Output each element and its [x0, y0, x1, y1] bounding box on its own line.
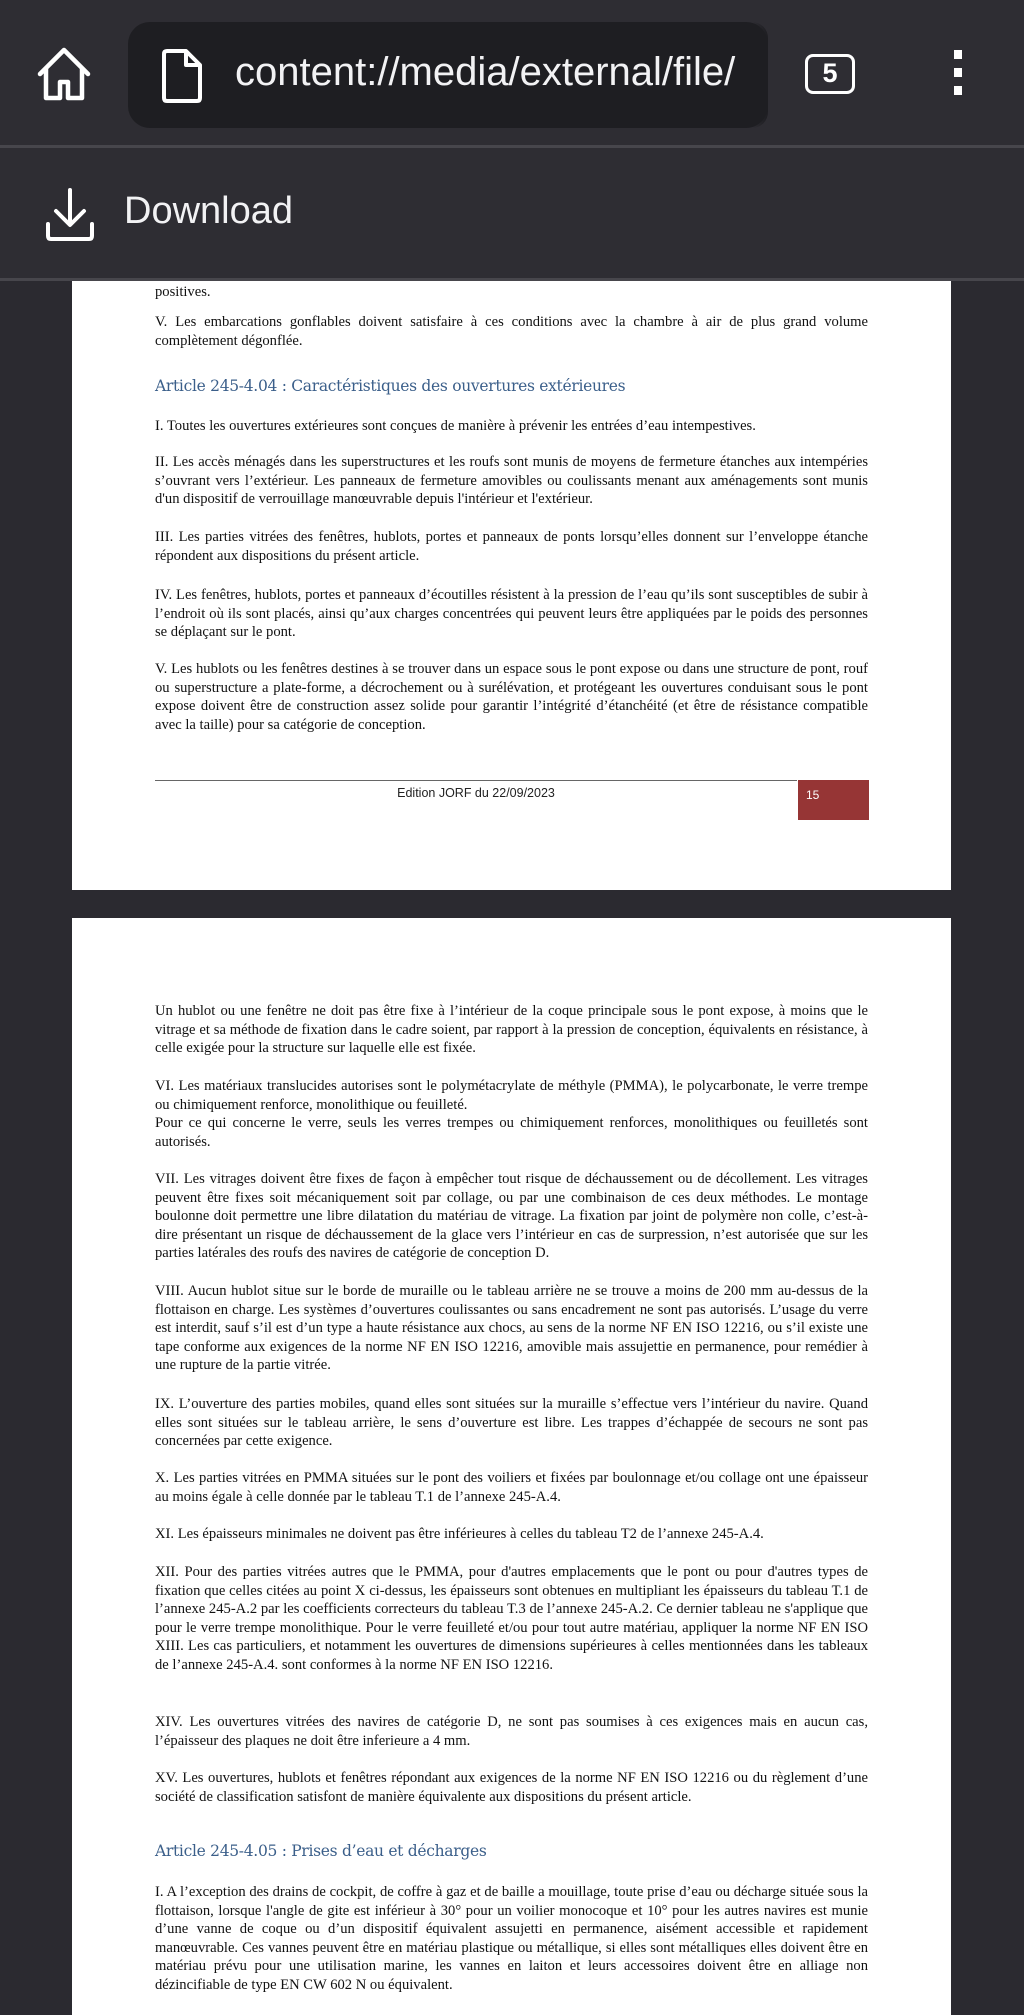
paragraph: III. Les parties vitrées des fenêtres, hublots, portes et panneaux de ponts lorsqu’elles donnent sur l’enveloppe étanche répondent aux dispositions du présent article. [155, 529, 868, 564]
page-number-badge: 15 [798, 780, 869, 820]
pdf-viewer[interactable] [0, 281, 1024, 2015]
article-heading: Article 245-4.05 : Prises d’eau et décharges [155, 1842, 487, 1860]
paragraph: II. Les accès ménagés dans les superstructures et les roufs sont munis de moyens de fermeture étanches aux intempéries s’ouvrant vers l’extérieur. Les panneaux de fermeture amovibles ou coulissants menant aux aménagements sont munis d'un dispositif de verrouillage manœuvrable depuis l'intérieur et l'extérieur. [155, 454, 868, 508]
page-footer: Edition JORF du 22/09/2023 [397, 786, 555, 800]
overflow-menu-icon[interactable] [948, 50, 968, 100]
pdf-page-16 [72, 918, 951, 2015]
paragraph: XI. Les épaisseurs minimales ne doivent pas être inférieures à celles du tableau T2 de l’annexe 245-A.4. [155, 1526, 764, 1542]
paragraph: IV. Les fenêtres, hublots, portes et panneaux d’écoutilles résistent à la pression de l’eau qu’ils sont susceptibles de subir à l’endroit où ils sont placés, ainsi qu’aux charges concentrées qui peuvent leurs être appliquées par le poids des personnes se déplaçant sur le pont. [155, 587, 868, 641]
download-label[interactable]: Download [124, 190, 293, 232]
url-text[interactable]: content://media/external/file/ [235, 50, 736, 94]
paragraph: XV. Les ouvertures, hublots et fenêtres répondant aux exigences de la norme NF EN ISO 12216 ou du règlement d’une société de classification satisfont de manière équivalente aux dispositions du présent article. [155, 1770, 868, 1805]
url-fade [752, 22, 768, 128]
paragraph: positives. [155, 284, 211, 300]
pdf-page-15 [72, 281, 951, 890]
paragraph: VI. Les matériaux translucides autorises sont le polymétacrylate de méthyle (PMMA), le polycarbonate, le verre trempe ou chimiquement renforce, monolithique ou feuilleté. [155, 1078, 868, 1113]
article-heading: Article 245-4.04 : Caractéristiques des ouvertures extérieures [155, 377, 626, 395]
paragraph: V. Les embarcations gonflables doivent satisfaire à ces conditions avec la chambre à air de plus grand volume complètement dégonflée. [155, 314, 868, 349]
paragraph: Un hublot ou une fenêtre ne doit pas être fixe à l’intérieur de la coque principale sous le pont expose, à moins que le vitrage et sa méthode de fixation dans le cadre soient, par rapport à la pression de conception, équivalents en résistance, à celle exigée pour la structure sur laquelle elle est fixée. [155, 1003, 868, 1057]
paragraph: I. Toutes les ouvertures extérieures sont conçues de manière à prévenir les entrées d’eau intempestives. [155, 418, 756, 434]
paragraph: Pour ce qui concerne le verre, seuls les verres trempes ou chimiquement renforces, monolithiques ou feuilletés sont autorisés. [155, 1115, 868, 1150]
home-icon[interactable] [34, 44, 94, 104]
footer-divider [155, 780, 797, 781]
paragraph: IX. L’ouverture des parties mobiles, quand elles sont situées sur la muraille s’effectue vers l’intérieur du navire. Quand elles sont situées sur le tableau arrière, le sens d’ouverture est libre. Les trappes d’échappée de secours ne sont pas concernées par cette exigence. [155, 1396, 868, 1450]
paragraph: V. Les hublots ou les fenêtres destines à se trouver dans un espace sous le pont expose ou dans une structure de pont, rouf ou superstructure a plate-forme, a décrochement ou à surélévation, et protégeant les ouvertures conduisant sous le pont expose doivent être de construction assez solide pour garantir l’intégrité d’étanchéité (et être de résistance compatible avec la taille) pour sa catégorie de conception. [155, 661, 868, 733]
paragraph: VII. Les vitrages doivent être fixes de façon à empêcher tout risque de déchaussement ou de décollement. Les vitrages peuvent être fixes soit mécaniquement soit par collage, ou par une combinaison de ces deux méthodes. Le montage boulonne doit permettre une libre dilatation du matériau de vitrage. La fixation par joint de polymère non colle, c’est-à-dire présentant un risque de déchaussement de la glace vers l’intérieur en cas de surpression, n’est autorisée que sur les parties latérales des roufs des navires de catégorie de conception D. [155, 1171, 868, 1262]
paragraph: VIII. Aucun hublot situe sur le borde de muraille ou le tableau arrière ne se trouve a moins de 200 mm au-dessus de la flottaison en charge. Les systèmes d’ouvertures coulissantes ou sans encadrement ne sont pas autorisés. L’usage du verre est interdit, sauf s’il est d’un type a haute résistance aux chocs, au sens de la norme NF EN ISO 12216, ou s’il existe une tape conforme aux exigences de la norme NF EN ISO 12216, amovible mais assujettie en permanence, pour remédier à une rupture de la partie vitrée. [155, 1283, 868, 1374]
download-icon [44, 186, 96, 242]
file-icon [160, 48, 204, 104]
browser-toolbar [0, 0, 1024, 148]
tab-count-button[interactable]: 5 [805, 54, 855, 94]
paragraph: X. Les parties vitrées en PMMA situées sur le pont des voiliers et fixées par boulonnage et/ou collage ont une épaisseur au moins égale à celle donnée par le tableau T.1 de l’annexe 245-A.4. [155, 1470, 868, 1505]
paragraph: XIV. Les ouvertures vitrées des navires de catégorie D, ne sont pas soumises à ces exigences mais en aucun cas, l’épaisseur des plaques ne doit être inferieure a 4 mm. [155, 1714, 868, 1749]
paragraph: XII. Pour des parties vitrées autres que le PMMA, pour d'autres emplacements que le pont ou pour d'autres types de fixation que celles citées au point X ci-dessus, les épaisseurs sont obtenues en multipliant les épaisseurs du tableau T.1 de l’annexe 245-A.2 par les coefficients correcteurs du tableau T.3 de l’annexe 245-A.2. Ce dernier tableau ne s'applique que pour le verre trempe monolithique. Pour le verre feuilleté et/ou pour tout autre matériau, appliquer la norme NF EN ISO XIII. Les cas particuliers, et notamment les ouvertures de dimensions supérieures à celles mentionnées dans les tableaux de l’annexe 245-A.4. sont conformes à la norme NF EN ISO 12216. [155, 1564, 868, 1673]
address-bar[interactable] [128, 22, 768, 128]
paragraph: I. A l’exception des drains de cockpit, de coffre à gaz et de baille a mouillage, toute prise d’eau ou décharge située sous la flottaison, lorsque l'angle de gite est inférieur à 30° pour un voilier monocoque et 10° pour les autres navires est munie d’une vanne de coque ou d’un dispositif équivalent assujetti en permanence, aisément accessible et rapidement manœuvrable. Ces vannes peuvent être en matériau plastique ou métallique, si elles sont métalliques elles doivent être en matériau prévu pour une utilisation marine, les vannes en laiton et leurs accessoires doivent être en alliage non dézincifiable de type EN CW 602 N ou équivalent. [155, 1884, 868, 1993]
download-bar[interactable] [0, 148, 1024, 281]
